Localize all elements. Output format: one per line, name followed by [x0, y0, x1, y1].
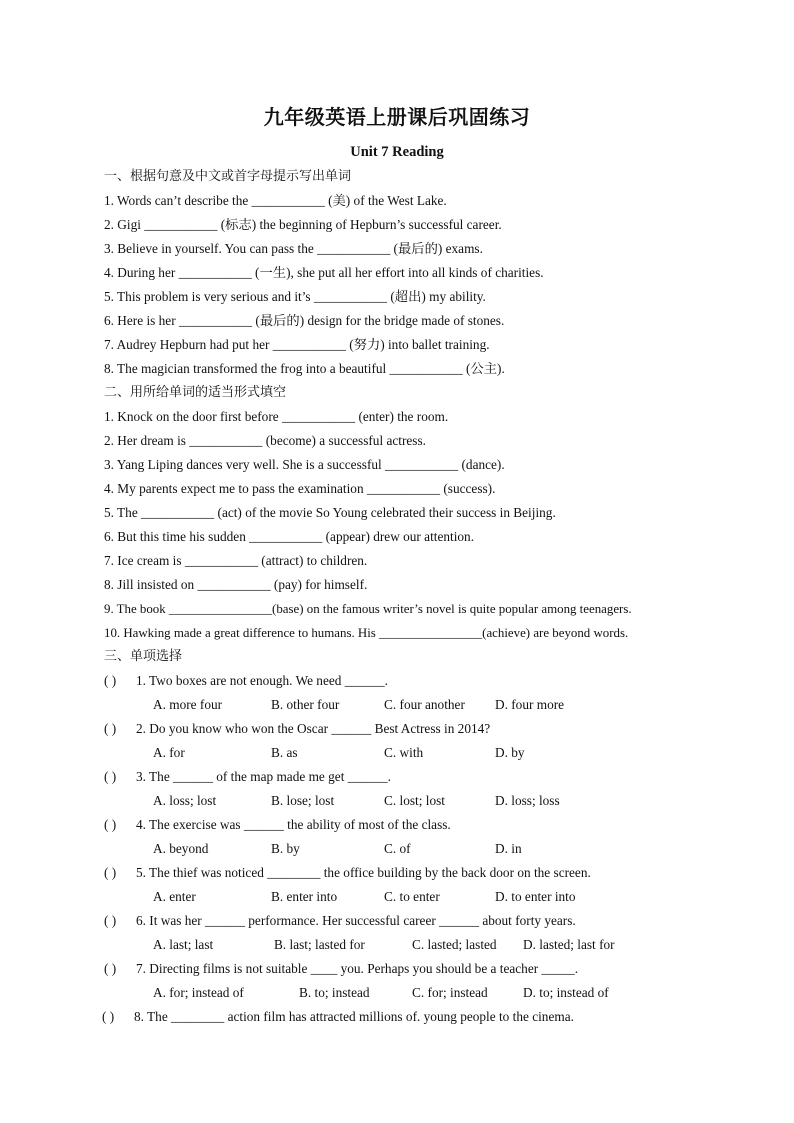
answer-blank[interactable]: ( )	[104, 817, 117, 832]
option-a: A. enter	[153, 889, 196, 904]
option-b: B. enter into	[271, 889, 338, 904]
question-stem: 2. Do you know who won the Oscar ______ Best Actress in 2014?	[136, 721, 491, 736]
option-c: C. to enter	[384, 889, 440, 904]
s1-item-2: 2. Gigi ___________ (标志) the beginning of Hepburn’s successful career.	[104, 217, 502, 232]
option-b: B. as	[271, 745, 298, 760]
option-d: D. four more	[495, 697, 565, 712]
question-stem: 3. The ______ of the map made me get ______.	[136, 769, 391, 784]
answer-blank[interactable]: ( )	[104, 769, 117, 784]
section-2-heading: 二、用所给单词的适当形式填空	[104, 385, 287, 400]
option-c: C. lost; lost	[384, 793, 445, 808]
option-b: B. last; lasted for	[274, 937, 365, 952]
s1-item-1: 1. Words can’t describe the ___________ (美) of the West Lake.	[104, 193, 447, 208]
option-d: D. lasted; last for	[523, 937, 615, 952]
answer-blank[interactable]: ( )	[102, 1009, 115, 1024]
page-title: 九年级英语上册课后巩固练习	[263, 105, 531, 129]
mc-question-4	[104, 815, 451, 835]
option-c: C. for; instead	[412, 985, 488, 1000]
answer-blank[interactable]: ( )	[104, 721, 117, 736]
answer-blank[interactable]: ( )	[104, 913, 117, 928]
option-b: B. other four	[271, 697, 340, 712]
s1-item-3: 3. Believe in yourself. You can pass the ___________ (最后的) exams.	[104, 241, 483, 256]
question-stem: 4. The exercise was ______ the ability of most of the class.	[136, 817, 451, 832]
mc-question-8	[102, 1007, 574, 1027]
answer-blank[interactable]: ( )	[104, 865, 117, 880]
mc-question-7	[104, 959, 578, 979]
s2-item-5: 5. The ___________ (act) of the movie So Young celebrated their success in Beijing.	[104, 505, 556, 520]
s2-item-2: 2. Her dream is ___________ (become) a successful actress.	[104, 433, 426, 448]
option-d: D. by	[495, 745, 525, 760]
s1-item-7: 7. Audrey Hepburn had put her ___________ (努力) into ballet training.	[104, 337, 490, 352]
question-stem: 7. Directing films is not suitable ____ you. Perhaps you should be a teacher _____.	[136, 961, 579, 976]
mc-question-1	[104, 671, 388, 691]
mc-question-5	[104, 863, 591, 883]
option-a: A. last; last	[153, 937, 214, 952]
s2-item-4: 4. My parents expect me to pass the examination ___________ (success).	[104, 481, 496, 496]
s1-item-8: 8. The magician transformed the frog into a beautiful ___________ (公主).	[104, 361, 505, 376]
unit-subtitle: Unit 7 Reading	[350, 144, 444, 160]
question-stem: 6. It was her ______ performance. Her successful career ______ about forty years.	[136, 913, 576, 928]
s2-item-8: 8. Jill insisted on ___________ (pay) for himself.	[104, 577, 368, 592]
option-d: D. to enter into	[495, 889, 576, 904]
option-b: B. to; instead	[299, 985, 370, 1000]
s1-item-4: 4. During her ___________ (一生), she put all her effort into all kinds of charities.	[104, 265, 544, 280]
section-1-heading: 一、根据句意及中文或首字母提示写出单词	[104, 169, 352, 184]
mc-question-3	[104, 767, 391, 787]
mc-question-2	[104, 719, 490, 739]
option-c: C. lasted; lasted	[412, 937, 497, 952]
question-stem: 8. The ________ action film has attracted millions of. young people to the cinema.	[134, 1009, 574, 1024]
s2-item-9: 9. The book ________________(base) on the famous writer’s novel is quite popular among teenagers.	[104, 602, 632, 616]
option-a: A. beyond	[153, 841, 209, 856]
s2-item-1: 1. Knock on the door first before ___________ (enter) the room.	[104, 409, 449, 424]
s2-item-7: 7. Ice cream is ___________ (attract) to children.	[104, 553, 368, 568]
s2-item-3: 3. Yang Liping dances very well. She is a successful ___________ (dance).	[104, 457, 505, 472]
answer-blank[interactable]: ( )	[104, 673, 117, 688]
option-c: C. four another	[384, 697, 465, 712]
mc-question-6	[104, 911, 576, 931]
option-b: B. lose; lost	[271, 793, 335, 808]
option-a: A. for; instead of	[153, 985, 244, 1000]
s1-item-6: 6. Here is her ___________ (最后的) design for the bridge made of stones.	[104, 313, 505, 328]
option-d: D. loss; loss	[495, 793, 560, 808]
answer-blank[interactable]: ( )	[104, 961, 117, 976]
option-a: A. for	[153, 745, 185, 760]
option-c: C. of	[384, 841, 411, 856]
question-stem: 1. Two boxes are not enough. We need ______.	[136, 673, 388, 688]
option-a: A. loss; lost	[153, 793, 217, 808]
question-stem: 5. The thief was noticed ________ the office building by the back door on the screen.	[136, 865, 591, 880]
section-3-heading: 三、单项选择	[104, 649, 183, 664]
s1-item-5: 5. This problem is very serious and it’s ___________ (超出) my ability.	[104, 289, 486, 304]
s2-item-6: 6. But this time his sudden ___________ (appear) drew our attention.	[104, 529, 475, 544]
s2-item-10: 10. Hawking made a great difference to humans. His ________________(achieve) are beyond words.	[104, 626, 629, 640]
option-d: D. to; instead of	[523, 985, 609, 1000]
option-b: B. by	[271, 841, 300, 856]
option-a: A. more four	[153, 697, 223, 712]
option-c: C. with	[384, 745, 424, 760]
option-d: D. in	[495, 841, 522, 856]
